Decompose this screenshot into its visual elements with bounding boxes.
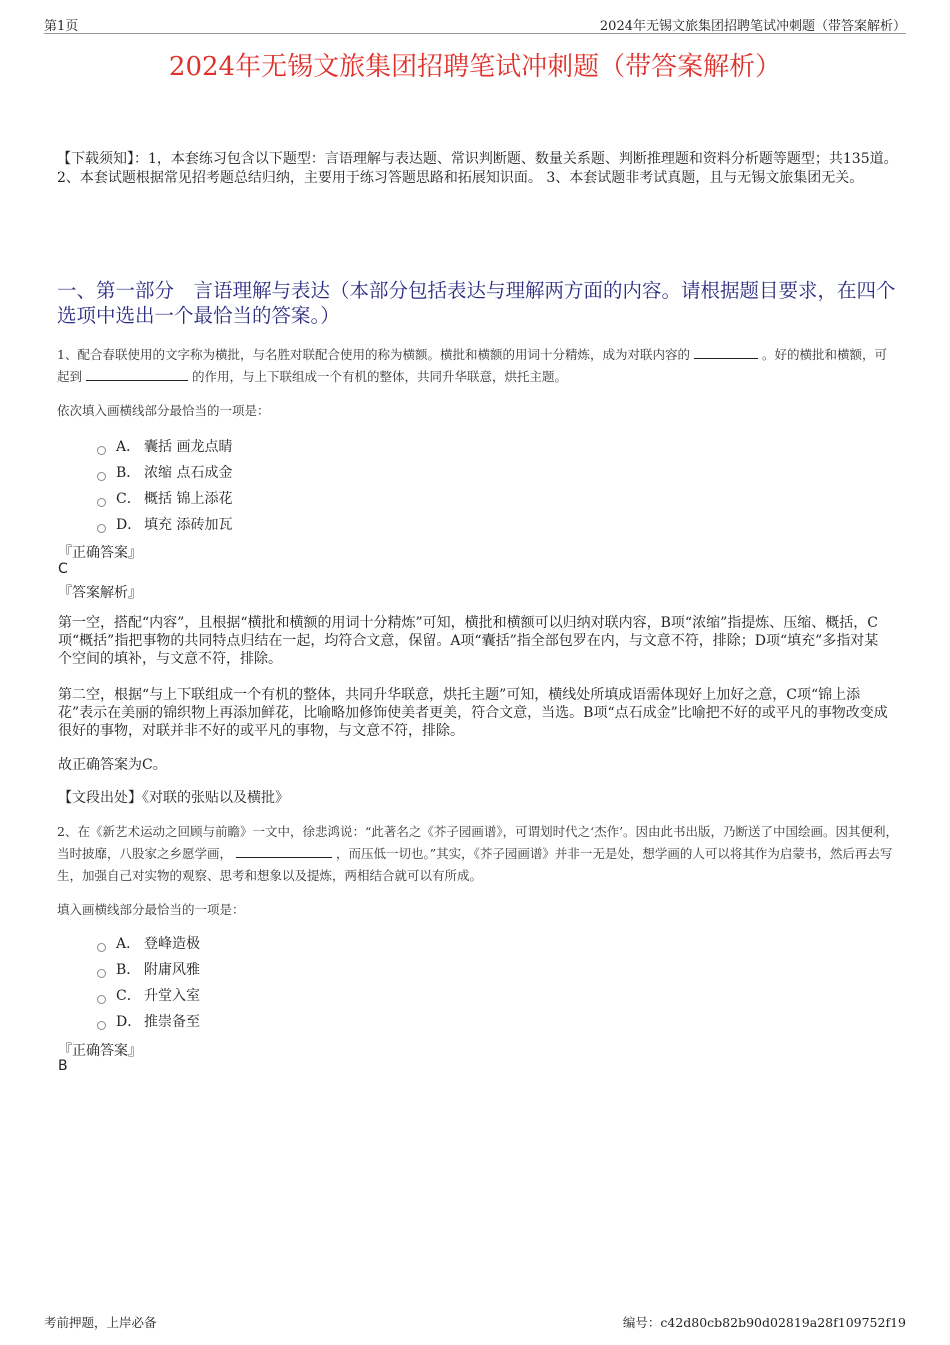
q2-answer-label: 『正确答案』 (58, 1043, 142, 1059)
option-key: B． (116, 465, 141, 481)
q1-analysis-2: 第二空，根据“与上下联组成一个有机的整体，共同升华联意，烘托主题”可知，横线处所填成语需体现好上加好之意，C项“锦上添花”表示在美丽的锦织物上再添加鲜花，比喻略加修饰使美者更美，符合文意，当选。B项“点石成金”比喻把不好的或平凡的事物改变成很好的事物，对联并非不好的或平凡的事物，与文意不符，排除。 (58, 687, 888, 739)
option-text: 填充 添砖加瓦 (144, 517, 233, 533)
q1-analysis-label: 『答案解析』 (58, 585, 142, 601)
radio-icon[interactable] (97, 969, 106, 978)
q1-option-d[interactable] (97, 511, 232, 537)
q1-stem-part1: 1、配合春联使用的文字称为横批，与名胜对联配合使用的称为横额。横批和横额的用词十分精炼，成为对联内容的 (57, 347, 690, 362)
q2-options (97, 930, 200, 1034)
q2-blank-1 (236, 843, 332, 858)
q2-option-b[interactable] (97, 956, 200, 982)
q1-option-a[interactable] (97, 433, 232, 459)
question-2-stem (57, 821, 899, 887)
q2-answer: B (58, 1058, 68, 1074)
section-heading: 一、第一部分 言语理解与表达（本部分包括表达与理解两方面的内容。请根据题目要求，在四个选项中选出一个最恰当的答案。） (57, 279, 896, 327)
q2-stem-part1: 2、在《新艺术运动之回顾与前瞻》一文中，徐悲鸿说：“此著名之《芥子园画谱》，可谓划时代之‘杰作’。因由此书出版，乃断送了中国绘画。因其便利，当时披靡，八股家之乡愿学画， (57, 824, 899, 861)
option-key: B． (116, 962, 141, 978)
option-key: D． (116, 517, 142, 533)
option-text: 囊括 画龙点睛 (144, 439, 233, 455)
q1-source: 【文段出处】《对联的张贴以及横批》 (58, 790, 289, 806)
q1-conclusion: 故正确答案为C。 (58, 757, 167, 773)
page-number: 第1页 (44, 19, 79, 34)
document-title: 2024年无锡文旅集团招聘笔试冲刺题（带答案解析） (168, 52, 782, 82)
q1-options (97, 433, 232, 537)
radio-icon[interactable] (97, 472, 106, 481)
download-notice: 【下载须知】：1，本套练习包含以下题型：言语理解与表达题、常识判断题、数量关系题、判断推理题和资料分析题等题型；共135道。 2、本套试题根据常见招考题总结归纳，主要用于练习答题思路和拓展知识面。 3、本套试题非考试真题，且与无锡文旅集团无关。 (57, 151, 898, 186)
header-doc-title: 2024年无锡文旅集团招聘笔试冲刺题（带答案解析） (599, 19, 906, 34)
option-text: 登峰造极 (144, 936, 200, 952)
option-text: 升堂入室 (144, 988, 200, 1004)
q1-blank-2 (86, 366, 188, 381)
radio-icon[interactable] (97, 995, 106, 1004)
option-key: A． (116, 936, 141, 952)
footer-doc-id: 编号：c42d80cb82b90d02819a28f109752f19 (622, 1315, 906, 1330)
option-key: D． (116, 1014, 142, 1030)
option-text: 附庸风雅 (144, 962, 200, 978)
q2-option-d[interactable] (97, 1008, 200, 1034)
q1-option-b[interactable] (97, 459, 232, 485)
option-text: 推崇备至 (144, 1014, 200, 1030)
q2-stem-part2: ，而压低一切也。”其实，《芥子园画谱》并非一无是处，想学画的人可以将其作为启蒙书，然后再去写生，加强自己对实物的观察、思考和想象以及提炼，两相结合就可以有所成。 (57, 846, 893, 883)
option-key: A． (116, 439, 141, 455)
footer-slogan: 考前押题，上岸必备 (44, 1315, 157, 1330)
q2-option-c[interactable] (97, 982, 200, 1008)
q1-stem-part2: 。好的横批和横额，可起到 (57, 347, 887, 384)
radio-icon[interactable] (97, 446, 106, 455)
option-text: 概括 锦上添花 (144, 491, 233, 507)
radio-icon[interactable] (97, 498, 106, 507)
option-key: C． (116, 988, 141, 1004)
radio-icon[interactable] (97, 524, 106, 533)
option-text: 浓缩 点石成金 (144, 465, 233, 481)
q2-prompt: 填入画横线部分最恰当的一项是： (57, 902, 245, 917)
radio-icon[interactable] (97, 943, 106, 952)
header-divider (44, 33, 906, 34)
q1-stem-part3: 的作用，与上下联组成一个有机的整体，共同升华联意，烘托主题。 (191, 369, 567, 384)
q1-option-c[interactable] (97, 485, 232, 511)
q2-option-a[interactable] (97, 930, 200, 956)
option-key: C． (116, 491, 141, 507)
q1-blank-1 (694, 344, 758, 359)
radio-icon[interactable] (97, 1021, 106, 1030)
q1-prompt: 依次填入画横线部分最恰当的一项是： (57, 403, 270, 418)
q1-answer: C (58, 561, 68, 577)
question-1-stem (57, 344, 899, 388)
q1-answer-label: 『正确答案』 (58, 545, 142, 561)
q1-analysis-1: 第一空，搭配“内容”，且根据“横批和横额的用词十分精炼”可知，横批和横额可以归纳对联内容，B项“浓缩”指提炼、压缩、概括，C项“概括”指把事物的共同特点归结在一起，均符合文意，保留。A项“囊括”指全部包罗在内，与文意不符，排除；D项“填充”多指对某个空间的填补，与文意不符，排除。 (58, 615, 879, 667)
